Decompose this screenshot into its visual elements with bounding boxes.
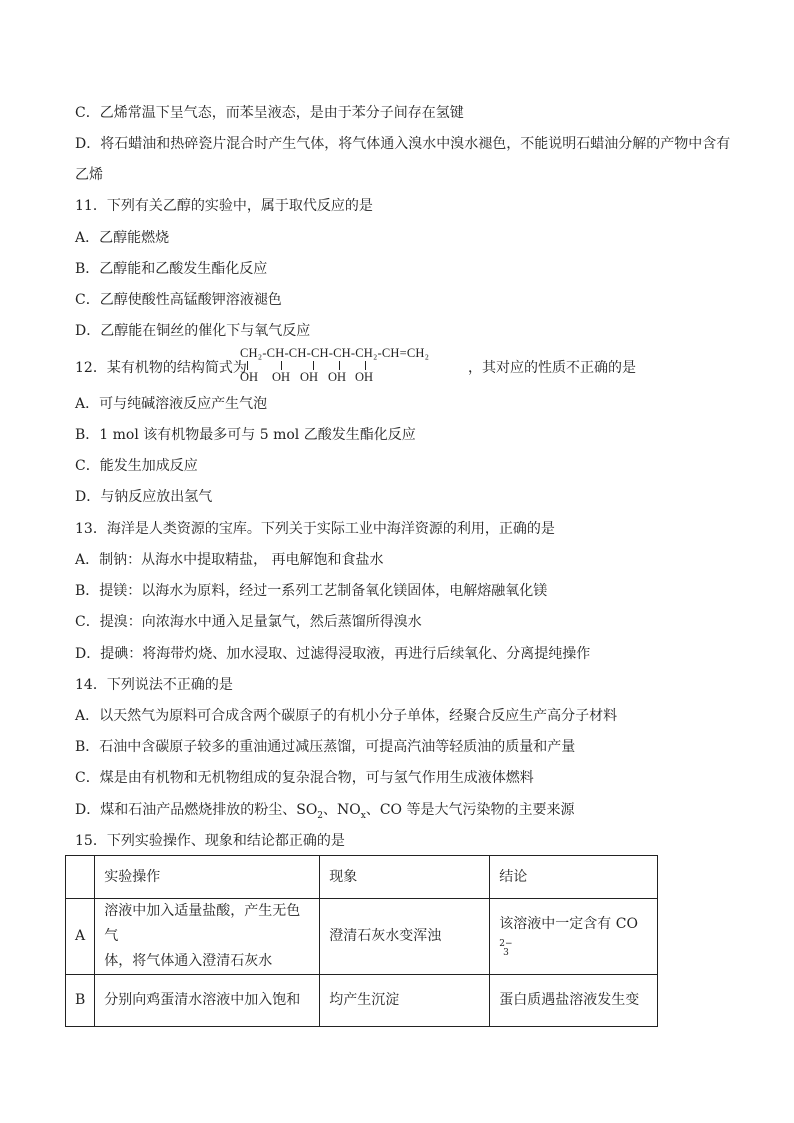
option-11c: C．乙醇使酸性高锰酸钾溶液褪色	[75, 292, 282, 308]
header-label	[66, 856, 95, 899]
question-11: 11．下列有关乙醇的实验中，属于取代反应的是	[75, 198, 373, 214]
option-10d-cont: 乙烯	[75, 167, 103, 183]
ion-charge: 2− 3	[499, 938, 513, 958]
option-12a: A．可与纯碱溶液反应产生气泡	[75, 396, 268, 412]
question-12-suffix: ，其对应的性质不正确的是	[468, 360, 636, 376]
conclusion-cell: 蛋白质遇盐溶液发生变	[490, 975, 658, 1027]
table-row	[66, 975, 658, 1027]
row-label: A	[66, 899, 95, 975]
option-10c: C．乙烯常温下呈气态，而苯呈液态，是由于苯分子间存在氢键	[75, 105, 464, 121]
option-14b: B．石油中含碳原子较多的重油通过减压蒸馏，可提高汽油等轻质油的质量和产量	[75, 739, 576, 755]
option-13c: C．提溴：向浓海水中通入足量氯气，然后蒸馏所得溴水	[75, 614, 422, 630]
question-13: 13．海洋是人类资源的宝库。下列关于实际工业中海洋资源的利用，正确的是	[75, 521, 555, 537]
option-12b: B．1 mol 该有机物最多可与 5 mol 乙酸发生酯化反应	[75, 427, 416, 443]
option-14c: C．煤是由有机物和无机物组成的复杂混合物，可与氢气作用生成液体燃料	[75, 770, 534, 786]
option-12d: D．与钠反应放出氢气	[75, 489, 213, 505]
option-13d: D．提碘：将海带灼烧、加水浸取、过滤得浸取液，再进行后续氧化、分离提纯操作	[75, 646, 591, 662]
option-14a: A．以天然气为原料可合成含两个碳原子的有机小分子单体，经聚合反应生产高分子材料	[75, 708, 618, 724]
operation-cell: 溶液中加入适量盐酸，产生无色气 体，将气体通入澄清石灰水	[95, 899, 320, 975]
option-13a: A．制钠：从海水中提取精盐， 再电解饱和食盐水	[75, 552, 384, 568]
table-row	[66, 899, 658, 975]
table-header-row	[66, 856, 658, 899]
option-11b: B．乙醇能和乙酸发生酯化反应	[75, 261, 268, 277]
option-10d: D．将石蜡油和热碎瓷片混合时产生气体，将气体通入溴水中溴水褪色，不能说明石蜡油分解的产物中含有	[75, 136, 731, 152]
experiment-table	[65, 855, 658, 1027]
structural-formula: CH₂-CH-CH-CH-CH-CH₂-CH=CH₂ OH OH OH OH OH	[240, 346, 430, 384]
phenomenon-cell: 均产生沉淀	[320, 975, 490, 1027]
header-phenomenon: 现象	[320, 856, 490, 899]
conclusion-cell: 该溶液中一定含有 CO2− 3	[490, 899, 658, 975]
formula-chain: CH₂-CH-CH-CH-CH-CH₂-CH=CH₂	[240, 346, 430, 360]
header-conclusion: 结论	[490, 856, 658, 899]
question-12-prefix: 12．某有机物的结构简式为	[75, 360, 247, 376]
question-14: 14．下列说法不正确的是	[75, 677, 233, 693]
row-label: B	[66, 975, 95, 1027]
option-13b: B．提镁：以海水为原料，经过一系列工艺制备氧化镁固体，电解熔融氧化镁	[75, 583, 548, 599]
option-12c: C．能发生加成反应	[75, 458, 198, 474]
phenomenon-cell: 澄清石灰水变浑浊	[320, 899, 490, 975]
question-15: 15．下列实验操作、现象和结论都正确的是	[75, 833, 345, 849]
header-operation: 实验操作	[95, 856, 320, 899]
option-11a: A．乙醇能燃烧	[75, 230, 170, 246]
operation-cell: 分别向鸡蛋清水溶液中加入饱和	[95, 975, 320, 1027]
option-14d: D．煤和石油产品燃烧排放的粉尘、$SO_2$、$NO_x$、CO 等是大气污染物的主要来源	[75, 802, 575, 821]
option-11d: D．乙醇能在铜丝的催化下与氧气反应	[75, 323, 311, 339]
